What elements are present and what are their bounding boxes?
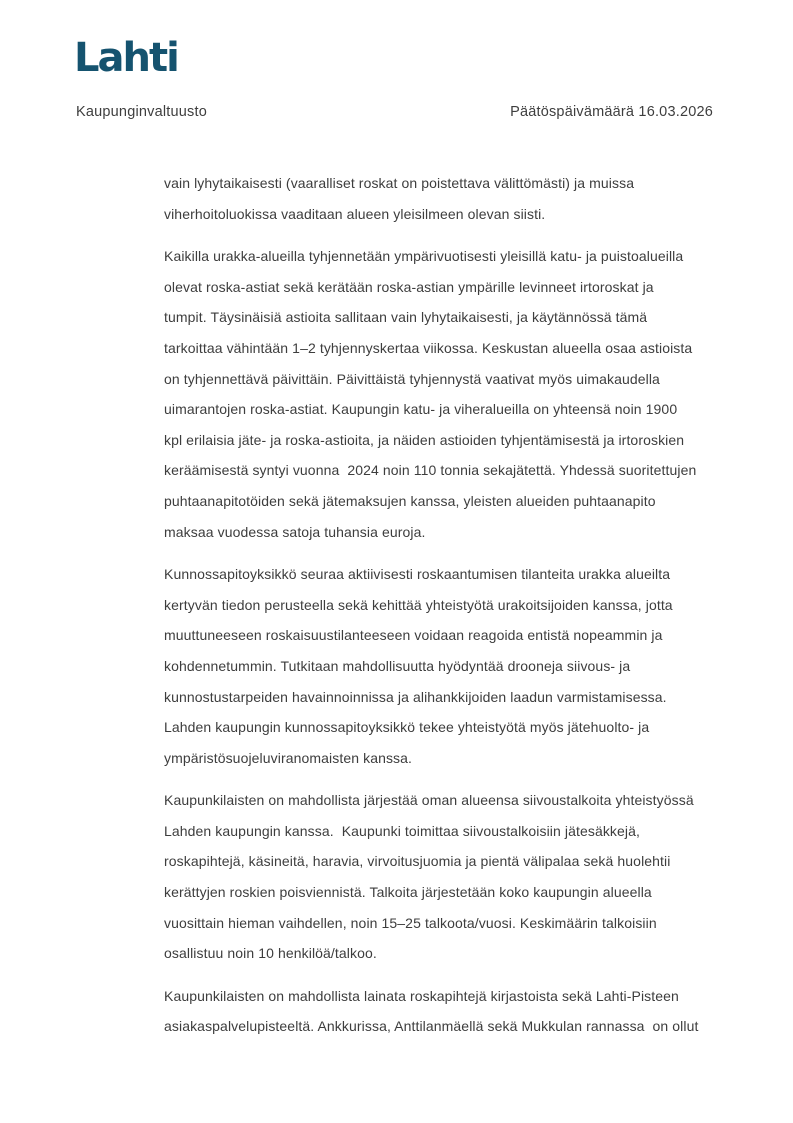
text-line: olevat roska-astiat sekä kerätään roska-astian ympärille levinneet irtoroskat ja bbox=[164, 278, 654, 295]
text-line: keräämisestä syntyi vuonna 2024 noin 110 tonnia sekajätettä. Yhdessä suoritettujen bbox=[164, 462, 697, 479]
text-line: Kunnossapitoyksikkö seuraa aktiivisesti roskaantumisen tilanteita urakka alueilta bbox=[164, 566, 671, 583]
text-line: roskapihtejä, käsineitä, haravia, virvoitusjuomia ja pientä välipalaa sekä huolehtii bbox=[164, 853, 671, 870]
text-line: osallistuu noin 10 henkilöä/talkoo. bbox=[164, 945, 377, 962]
text-line: on tyhjennettävä päivittäin. Päivittäistä tyhjennystä vaativat myös uimakaudella bbox=[164, 370, 660, 387]
page-header bbox=[76, 104, 713, 120]
text-line: uimarantojen roska-astiat. Kaupungin katu- ja viheralueilla on yhteensä noin 1900 bbox=[164, 401, 678, 418]
text-line: muuttuneeseen roskaisuustilanteeseen voidaan reagoida entistä nopeammin ja bbox=[164, 627, 663, 644]
text-line: kunnostustarpeiden havainnoinnissa ja alihankkijoiden laadun varmistamisessa. bbox=[164, 688, 667, 705]
text-line: ympäristösuojeluviranomaisten kanssa. bbox=[164, 749, 413, 766]
text-line: Kaupunkilaisten on mahdollista lainata roskapihtejä kirjastoista sekä Lahti-Pisteen bbox=[164, 987, 679, 1004]
lahti-logo: Lahti bbox=[74, 35, 178, 81]
header-committee-title: Kaupunginvaltuusto bbox=[76, 104, 207, 120]
paragraph bbox=[164, 559, 742, 773]
text-line: viherhoitoluokissa vaaditaan alueen yleisilmeen olevan siisti. bbox=[164, 205, 546, 222]
text-line: tumpit. Täysinäisiä astioita sallitaan vain lyhytaikaisesti, ja käytännössä tämä bbox=[164, 309, 648, 326]
text-line: Lahden kaupungin kunnossapitoyksikkö tekee yhteistyötä myös jätehuolto- ja bbox=[164, 719, 650, 736]
text-line: kerättyjen roskien poisviennistä. Talkoita järjestetään koko kaupungin alueella bbox=[164, 884, 652, 901]
text-line: tarkoittaa vähintään 1–2 tyhjennyskertaa viikossa. Keskustan alueella osaa astioista bbox=[164, 339, 693, 356]
document-body bbox=[164, 168, 742, 1054]
paragraph bbox=[164, 981, 742, 1042]
text-line: kohdennetummin. Tutkitaan mahdollisuutta hyödyntää drooneja siivous- ja bbox=[164, 657, 631, 674]
header-decision-date: Päätöspäivämäärä 16.03.2026 bbox=[510, 104, 713, 120]
text-line: vain lyhytaikaisesti (vaaralliset roskat on poistettava välittömästi) ja muissa bbox=[164, 175, 635, 191]
text-line: maksaa vuodessa satoja tuhansia euroja. bbox=[164, 523, 426, 540]
text-line: kertyvän tiedon perusteella sekä kehittää yhteistyötä urakoitsijoiden kanssa, jotta bbox=[164, 596, 673, 613]
paragraph bbox=[164, 785, 742, 969]
text-line: asiakaspalvelupisteeltä. Ankkurissa, Anttilanmäellä sekä Mukkulan rannassa on ollut bbox=[164, 1018, 699, 1035]
text-line: Kaupunkilaisten on mahdollista järjestää oman alueensa siivoustalkoita yhteistyössä bbox=[164, 792, 694, 809]
text-line: vuosittain hieman vaihdellen, noin 15–25 talkoota/vuosi. Keskimäärin talkoisiin bbox=[164, 914, 657, 931]
text-line: Kaikilla urakka-alueilla tyhjennetään ympärivuotisesti yleisillä katu- ja puistoalueilla bbox=[164, 248, 684, 265]
text-line: puhtaanapitotöiden sekä jätemaksujen kanssa, yleisten alueiden puhtaanapito bbox=[164, 492, 656, 509]
paragraph bbox=[164, 241, 742, 547]
text-line: kpl erilaisia jäte- ja roska-astioita, ja näiden astioiden tyhjentämisestä ja irtoroskien bbox=[164, 431, 685, 448]
text-line: Lahden kaupungin kanssa. Kaupunki toimittaa siivoustalkoisiin jätesäkkejä, bbox=[164, 822, 641, 839]
paragraph bbox=[164, 168, 742, 229]
